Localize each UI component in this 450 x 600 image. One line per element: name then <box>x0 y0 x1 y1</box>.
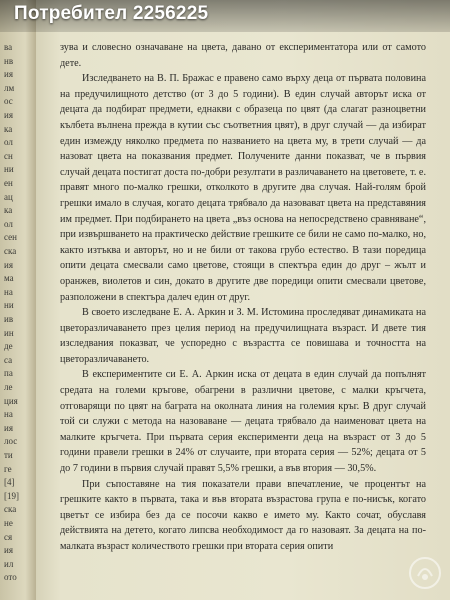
margin-fragment: ни <box>4 164 14 175</box>
margin-fragment: ия <box>4 545 13 556</box>
margin-fragment: ен <box>4 178 13 188</box>
margin-fragment: ия <box>4 110 13 120</box>
margin-fragment: ол <box>4 137 13 148</box>
seller-username: Потребител 2256225 <box>14 3 209 24</box>
margin-fragment: [4] <box>4 477 15 488</box>
margin-fragment: ол <box>4 218 13 229</box>
margin-fragment: ма <box>4 273 14 284</box>
margin-fragment: са <box>4 354 13 365</box>
margin-fragment: ге <box>4 463 12 474</box>
margin-fragment: сен <box>4 232 17 243</box>
margin-fragment: ка <box>4 205 13 216</box>
margin-fragment: ле <box>4 382 13 392</box>
margin-fragment: не <box>4 518 13 528</box>
margin-fragment: нв <box>4 55 14 66</box>
adjacent-page-edge <box>0 0 36 600</box>
margin-fragment: на <box>4 409 13 420</box>
margin-fragment: ац <box>4 191 13 202</box>
margin-fragment: ия <box>4 422 13 433</box>
margin-fragment: ка <box>4 123 13 134</box>
book-page <box>36 0 450 600</box>
margin-fragment: ция <box>4 395 18 406</box>
margin-fragment: на <box>4 286 13 297</box>
margin-fragment: ив <box>4 314 14 324</box>
margin-fragment: па <box>4 368 13 379</box>
margin-fragment: сн <box>4 150 13 161</box>
paragraph-2: Изследването на В. П. Бражас е правено само върху деца от първата половина на предучилищното детство (от 3 до 5 години). В един случай авторът иска от децата да подбират предмети, еднакви с образеца по цвят (да слагат разноцветни кълбета вълнена прежда в кутии със съответния цвят), в друг случай — да избират един измежду няколко предмета по названието на цвета му, в трети случай — да назоват цвета на показвания предмет. Получените данни показват, че в първия случай децата постигат доста по-добри резултати в различаването на цветовете, т. е. правят много по-малко грешки, отколкото в другите два случая. Най-голям брой грешки имало в случая, когато децата трябвало да назовават цвета на представяния им предмет. При подбирането на цвета „въз основа на непосредствено сравняване“, при извършването на практическо действие грешките се били не само по-малко, но, както изтъква и авторът, но и не били от такова грубо естество. В тази поредица опити децата смесвали само цветове, стоящи в спектъра един до друг – жълт и оранжев, виолетов и син, докато в другите две поредици опити смесвали цветове, разположени в спектъра далеч един от друг. <box>60 73 426 303</box>
margin-fragment: ся <box>4 531 13 542</box>
margin-fragment: ия <box>4 69 13 80</box>
margin-fragment: ото <box>4 572 17 583</box>
margin-fragment: ил <box>4 558 14 569</box>
watermark-logo-icon <box>408 556 442 590</box>
margin-fragment: ин <box>4 327 14 338</box>
margin-fragment: ска <box>4 246 17 256</box>
margin-fragment: ти <box>4 450 13 460</box>
seller-banner <box>0 0 450 32</box>
margin-fragment: де <box>4 341 13 352</box>
paragraph-1: зува и словесно означаване на цвета, давано от експериментатора или от самото дете. <box>60 42 426 69</box>
margin-fragment: ос <box>4 96 13 107</box>
margin-fragment: ия <box>4 259 13 270</box>
paragraph-5: При съпоставяне на тия показатели прави впечатление, че процентът на грешките както в първата, така и във втората възрастова група е по-нисък, когато цветът се избира без да се посочи какво е името му. Както сочат, обуславя действията на детето, когато липсва необходимост да го назоваят. За децата на по-малката възраст количеството грешки при втората серия опити <box>60 478 426 552</box>
paragraph-4: В експериментите си Е. А. Аркин иска от децата в един случай да попълнят средата на големи кръгове, обагрени в различни цветове, с малки кръгчета, отговарящи по цвят на баграта на околната линия на големия кръг. В друг случай той си служи с метода на назоваване — децата трябвало да наименоват цвета на малките кръгчета. При първата серия експерименти деца на възраст от 3 до 5 години правели грешки в 24% от случаите, при втората серия — 52%; децата от 5 до 7 години в първия случай правят 5,5% грешки, а във втория — 30,5%. <box>60 369 426 475</box>
margin-fragment: ни <box>4 300 14 311</box>
paragraph-3: В своето изследване Е. А. Аркин и З. М. Истомина проследяват динамиката на цветоразличаването през целия период на предучилищната възраст. И двете тия изследвания показват, че успоредно с възрастта се повишава и точността на цветоразличаването. <box>60 307 426 365</box>
margin-fragment: [19] <box>4 490 19 501</box>
margin-fragment: ва <box>4 42 13 52</box>
body-text <box>60 40 426 555</box>
margin-fragment: лм <box>4 82 15 93</box>
margin-fragment: ска <box>4 504 17 515</box>
margin-fragment: лос <box>4 436 18 447</box>
